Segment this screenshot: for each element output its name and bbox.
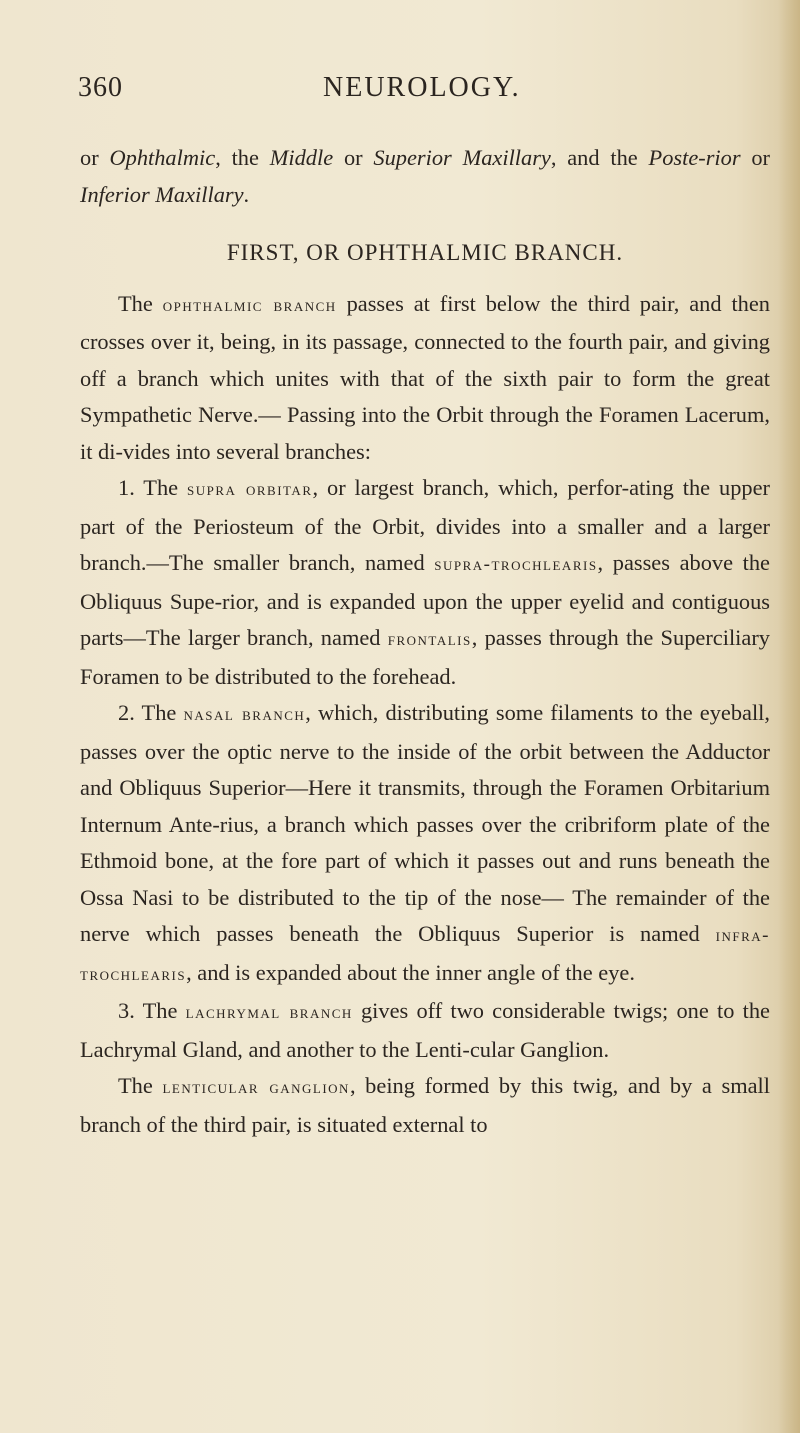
paragraph-lenticular [80, 1068, 770, 1143]
small-caps-term: nasal branch [183, 704, 306, 725]
text-run: 3. The [118, 998, 186, 1023]
italic-term: Inferior Maxillary [80, 181, 244, 207]
text-run: 1. The [118, 475, 188, 500]
text-run: passes at first below the third pair, and then crosses over it, being, in its passage, connected to the fourth pair, and giving off a branch which unites with that of the sixth pair to form the great Sympathetic Nerve.— Passing into the Orbit through the Foramen Lacerum, it di-vides into several branches: [80, 290, 770, 464]
page-edge-shadow [778, 0, 800, 1433]
page-number: 360 [78, 72, 123, 103]
text-run: , passes through the Superciliary Foramen to be distributed to the forehead. [80, 625, 770, 689]
text-run: The [118, 290, 163, 316]
small-caps-term: supra orbitar [187, 479, 313, 500]
text-run: . [243, 181, 250, 207]
text-run: , or largest branch, which, perfor-ating the upper part of the Periosteum of the Orbit, divides into a smaller and a larger branch.—The smaller branch, named [80, 475, 770, 575]
text-run: , and is expanded about the inner angle of the eye. [186, 959, 635, 985]
text-run: The [118, 1073, 163, 1098]
text-run: 2. The [118, 700, 184, 725]
body-text [80, 140, 770, 1143]
running-head: NEUROLOGY. [323, 72, 521, 103]
italic-term: Middle [269, 145, 334, 170]
text-run: , which, distributing some filaments to the eyeball, passes over the optic nerve to the inside of the orbit between the Adductor and Obliquus Superior—Here it transmits, through the Foramen Orbitarium Internum Ante-rius, a branch which passes over the cribriform plate of the Ethmoid bone, at the fore part of which it passes out and runs beneath the Ossa Nasi to be distributed to the tip of the nose— The remainder of the nerve which passes beneath the Obliquus Superior is named [80, 700, 771, 946]
paragraph-nasal [80, 695, 770, 993]
page-header [78, 72, 768, 112]
text-run: gives off two considerable twigs; one to the Lachrymal Gland, and another to the Lenti-cular Ganglion. [80, 998, 770, 1062]
text-run: or [740, 145, 771, 170]
small-caps-term: supra-trochlearis [434, 554, 598, 575]
paragraph-supra-orbitar [80, 470, 770, 695]
small-caps-term: frontalis [387, 629, 472, 650]
text-run: , passes above the Obliquus Supe-rior, and is expanded upon the upper eyelid and contiguous parts—The larger branch, named [80, 550, 770, 650]
small-caps-term: infra-trochlearis [80, 925, 770, 985]
italic-term: Superior Maxillary [373, 145, 551, 170]
italic-term: Ophthalmic [109, 145, 216, 170]
text-run: , the [215, 145, 270, 170]
text-run: or [333, 145, 374, 170]
text-run: , being formed by this twig, and by a small branch of the third pair, is situated external to [80, 1073, 770, 1137]
text-run: or [80, 145, 110, 170]
section-heading: FIRST, OR OPHTHALMIC BRANCH. [226, 240, 624, 265]
paragraph-lachrymal [80, 993, 770, 1068]
paragraph-ophthalmic [80, 286, 770, 471]
italic-term: Poste-rior [648, 145, 741, 170]
small-caps-term: lachrymal branch [185, 1002, 353, 1023]
small-caps-term: ophthalmic branch [162, 294, 337, 316]
small-caps-term: lenticular ganglion [162, 1077, 350, 1098]
text-run: , and the [550, 145, 649, 170]
intro-paragraph [80, 140, 770, 213]
